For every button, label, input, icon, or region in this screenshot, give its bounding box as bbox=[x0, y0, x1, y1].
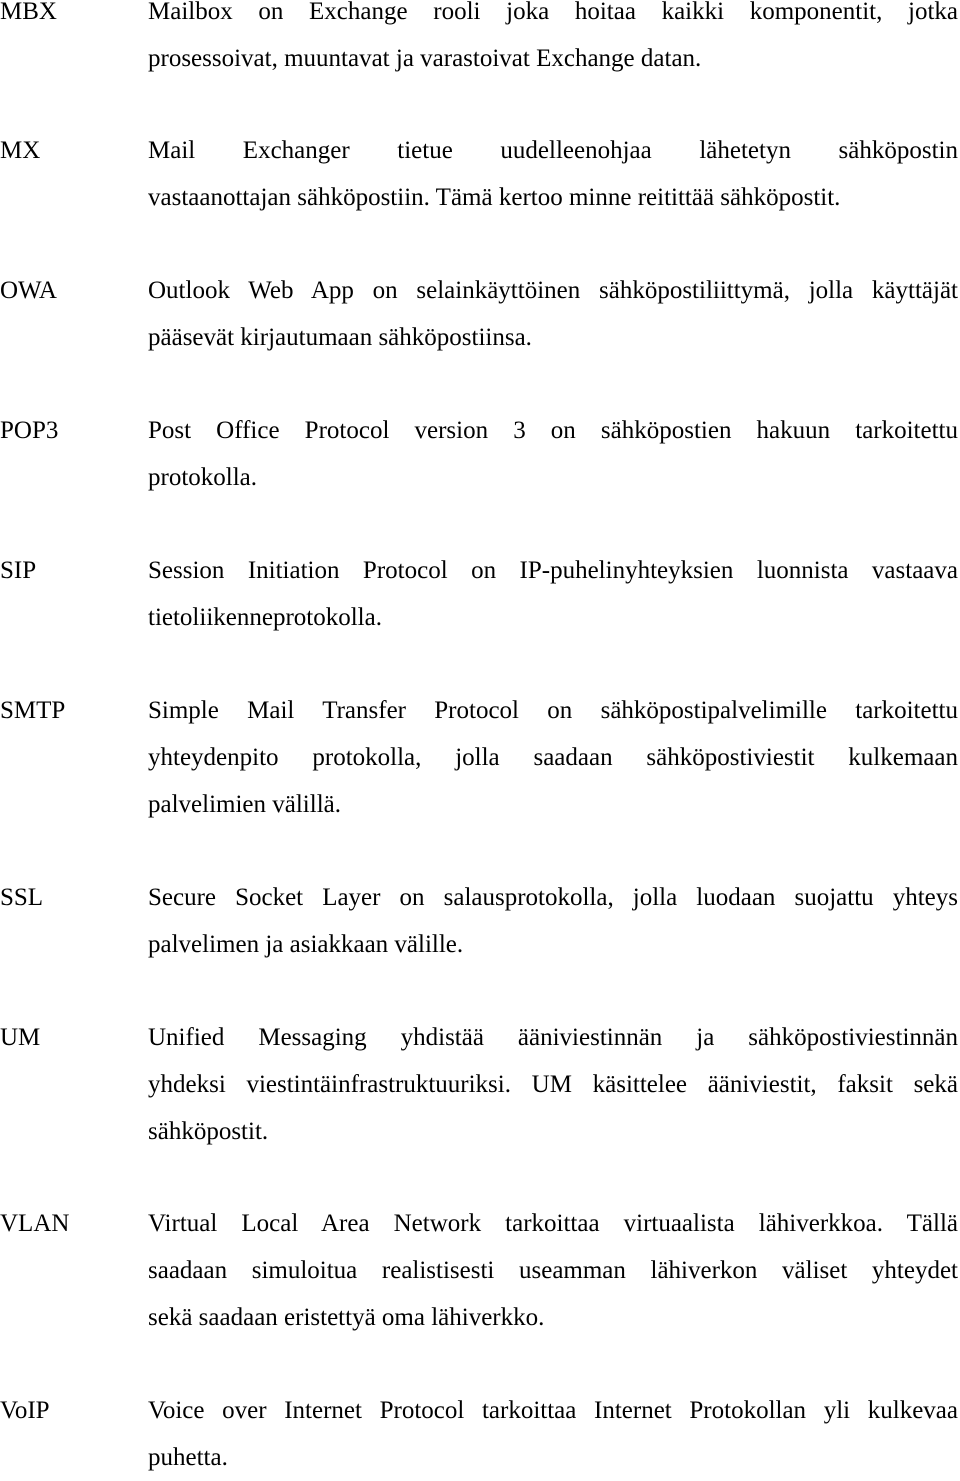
glossary-term: POP3 bbox=[0, 417, 59, 444]
definition-line: Virtual Local Area Network tarkoittaa virtuaalista lähiverkkoa. Tällä bbox=[148, 1210, 958, 1237]
glossary-definition bbox=[148, 1387, 958, 1481]
glossary-definition bbox=[148, 687, 958, 828]
definition-line: saadaan simuloitua realistisesti useamman lähiverkon väliset yhteydet bbox=[148, 1257, 958, 1284]
glossary-term: SMTP bbox=[0, 697, 66, 724]
definition-line: Post Office Protocol version 3 on sähköpostien hakuun tarkoitettu bbox=[148, 417, 958, 444]
definition-line: Outlook Web App on selainkäyttöinen sähköpostiliittymä, jolla käyttäjät bbox=[148, 277, 958, 304]
glossary-definition bbox=[148, 0, 958, 82]
definition-line: Secure Socket Layer on salausprotokolla, jolla luodaan suojattu yhteys bbox=[148, 884, 958, 911]
definition-line: sähköpostit. bbox=[148, 1118, 269, 1145]
glossary-term: MX bbox=[0, 137, 41, 164]
definition-line: yhdeksi viestintäinfrastruktuuriksi. UM käsittelee ääniviestit, faksit sekä bbox=[148, 1071, 958, 1098]
glossary-term: SIP bbox=[0, 557, 37, 584]
glossary-term: VoIP bbox=[0, 1397, 50, 1424]
glossary-term: SSL bbox=[0, 884, 44, 911]
glossary-definition bbox=[148, 547, 958, 641]
glossary-definition bbox=[148, 267, 958, 361]
definition-line: tietoliikenneprotokolla. bbox=[148, 604, 382, 631]
definition-line: sekä saadaan eristettyä oma lähiverkko. bbox=[148, 1304, 545, 1331]
definition-line: puhetta. bbox=[148, 1444, 228, 1471]
glossary-term: VLAN bbox=[0, 1210, 70, 1237]
definition-line: prosessoivat, muuntavat ja varastoivat Exchange datan. bbox=[148, 45, 702, 72]
definition-line: palvelimen ja asiakkaan välille. bbox=[148, 931, 464, 958]
glossary-definition bbox=[148, 407, 958, 501]
definition-line: Voice over Internet Protocol tarkoittaa Internet Protokollan yli kulkevaa bbox=[148, 1397, 958, 1424]
glossary-definition bbox=[148, 874, 958, 968]
glossary-term: OWA bbox=[0, 277, 57, 304]
definition-line: yhteydenpito protokolla, jolla saadaan sähköpostiviestit kulkemaan bbox=[148, 744, 958, 771]
definition-line: Simple Mail Transfer Protocol on sähköpostipalvelimille tarkoitettu bbox=[148, 697, 958, 724]
definition-line: pääsevät kirjautumaan sähköpostiinsa. bbox=[148, 324, 532, 351]
definition-line: palvelimien välillä. bbox=[148, 791, 341, 818]
definition-line: protokolla. bbox=[148, 464, 258, 491]
glossary-term: MBX bbox=[0, 0, 57, 25]
glossary-definition bbox=[148, 1014, 958, 1155]
definition-line: Unified Messaging yhdistää ääniviestinnän ja sähköpostiviestinnän bbox=[148, 1024, 958, 1051]
glossary-definition bbox=[148, 1200, 958, 1341]
glossary-definition bbox=[148, 127, 958, 221]
definition-line: Session Initiation Protocol on IP-puhelinyhteyksien luonnista vastaava bbox=[148, 557, 958, 584]
glossary-term: UM bbox=[0, 1024, 41, 1051]
definition-line: vastaanottajan sähköpostiin. Tämä kertoo minne reitittää sähköpostit. bbox=[148, 184, 841, 211]
definition-line: Mailbox on Exchange rooli joka hoitaa kaikki komponentit, jotka bbox=[148, 0, 958, 25]
definition-line: Mail Exchanger tietue uudelleenohjaa lähetetyn sähköpostin bbox=[148, 137, 958, 164]
